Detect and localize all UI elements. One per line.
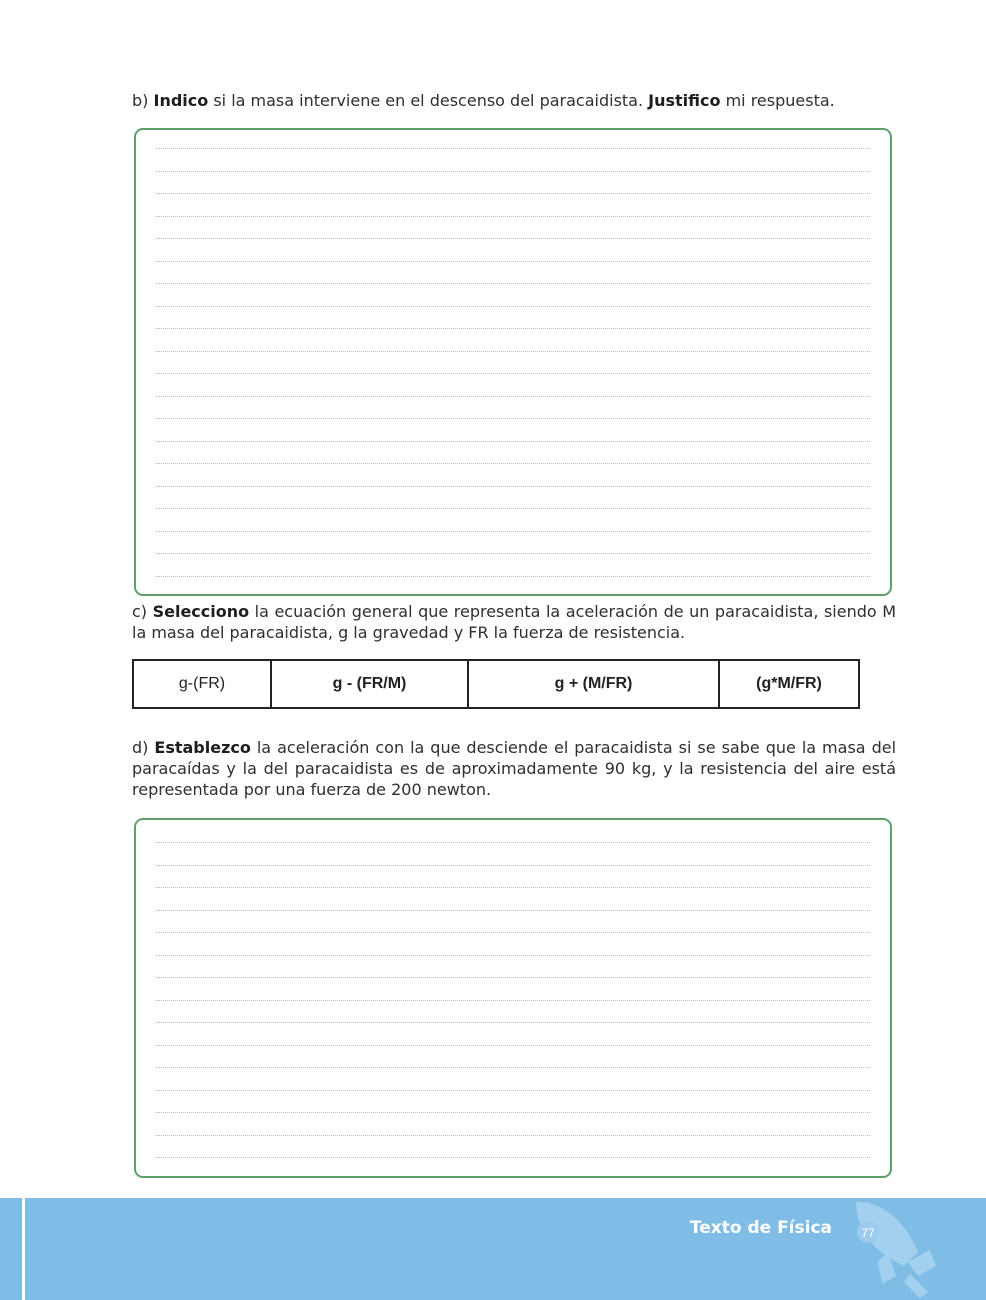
writing-line — [156, 887, 870, 888]
question-d — [132, 737, 896, 800]
writing-line — [156, 910, 870, 911]
writing-line — [156, 508, 870, 509]
question-b-text-1: si la masa interviene en el descenso del paracaidista. — [208, 91, 649, 110]
writing-line — [156, 373, 870, 374]
page-number: 77 — [861, 1226, 875, 1240]
question-b-letter: b) — [132, 91, 154, 110]
writing-line — [156, 531, 870, 532]
writing-line — [156, 865, 870, 866]
question-c-verb-selecciono: Selecciono — [152, 602, 250, 621]
writing-line — [156, 932, 870, 933]
question-b-verb-justifico: Justifico — [648, 91, 721, 110]
writing-line — [156, 955, 870, 956]
writing-line — [156, 842, 870, 843]
writing-line — [156, 261, 870, 262]
writing-line — [156, 396, 870, 397]
writing-line — [156, 216, 870, 217]
writing-line — [156, 171, 870, 172]
option-1-label: g-(FR) — [178, 675, 226, 692]
writing-line — [156, 486, 870, 487]
writing-line — [156, 351, 870, 352]
writing-line — [156, 306, 870, 307]
writing-line — [156, 148, 870, 149]
writing-line — [156, 1090, 870, 1091]
writing-line — [156, 283, 870, 284]
footer-band — [0, 1198, 986, 1300]
writing-line — [156, 441, 870, 442]
question-d-letter: d) — [132, 738, 155, 757]
writing-line — [156, 553, 870, 554]
writing-line — [156, 576, 870, 577]
question-b — [132, 90, 896, 111]
question-c — [132, 601, 896, 643]
answer-box-b[interactable] — [134, 128, 892, 596]
question-c-letter: c) — [132, 602, 153, 621]
writing-line — [156, 1022, 870, 1023]
option-cell-2[interactable] — [271, 660, 468, 708]
writing-line — [156, 1135, 870, 1136]
option-4-label: (g*M/FR) — [756, 675, 822, 692]
answer-box-d[interactable] — [134, 818, 892, 1178]
writing-line — [156, 193, 870, 194]
question-d-text: la aceleración con la que desciende el paracaidista si se sabe que la masa del paracaídas y la del paracaidista es de aproximadamente 90 kg, y la resistencia del aire está representada por una fuerza de 200 newton. — [132, 738, 897, 799]
footer-stripe — [22, 1198, 25, 1300]
writing-line — [156, 1157, 870, 1158]
option-cell-4[interactable] — [719, 660, 859, 708]
option-cell-3[interactable] — [468, 660, 719, 708]
question-c-text: la ecuación general que representa la aceleración de un paracaidista, siendo M la masa del paracaidista, g la gravedad y FR la fuerza de resistencia. — [132, 602, 897, 642]
question-d-verb-establezco: Establezco — [154, 738, 251, 757]
question-b-verb-indico: Indico — [153, 91, 209, 110]
writing-line — [156, 1045, 870, 1046]
writing-line — [156, 1112, 870, 1113]
writing-line — [156, 977, 870, 978]
rocket-icon — [826, 1192, 946, 1300]
writing-line — [156, 1067, 870, 1068]
writing-line — [156, 463, 870, 464]
option-2-label: g - (FR/M) — [332, 675, 407, 692]
option-3-label: g + (M/FR) — [554, 675, 633, 692]
writing-line — [156, 418, 870, 419]
option-cell-1[interactable] — [133, 660, 271, 708]
writing-line — [156, 1000, 870, 1001]
options-table — [132, 659, 860, 709]
writing-line — [156, 328, 870, 329]
writing-line — [156, 238, 870, 239]
question-b-text-2: mi respuesta. — [720, 91, 835, 110]
footer-book-title: Texto de Física — [689, 1218, 832, 1238]
